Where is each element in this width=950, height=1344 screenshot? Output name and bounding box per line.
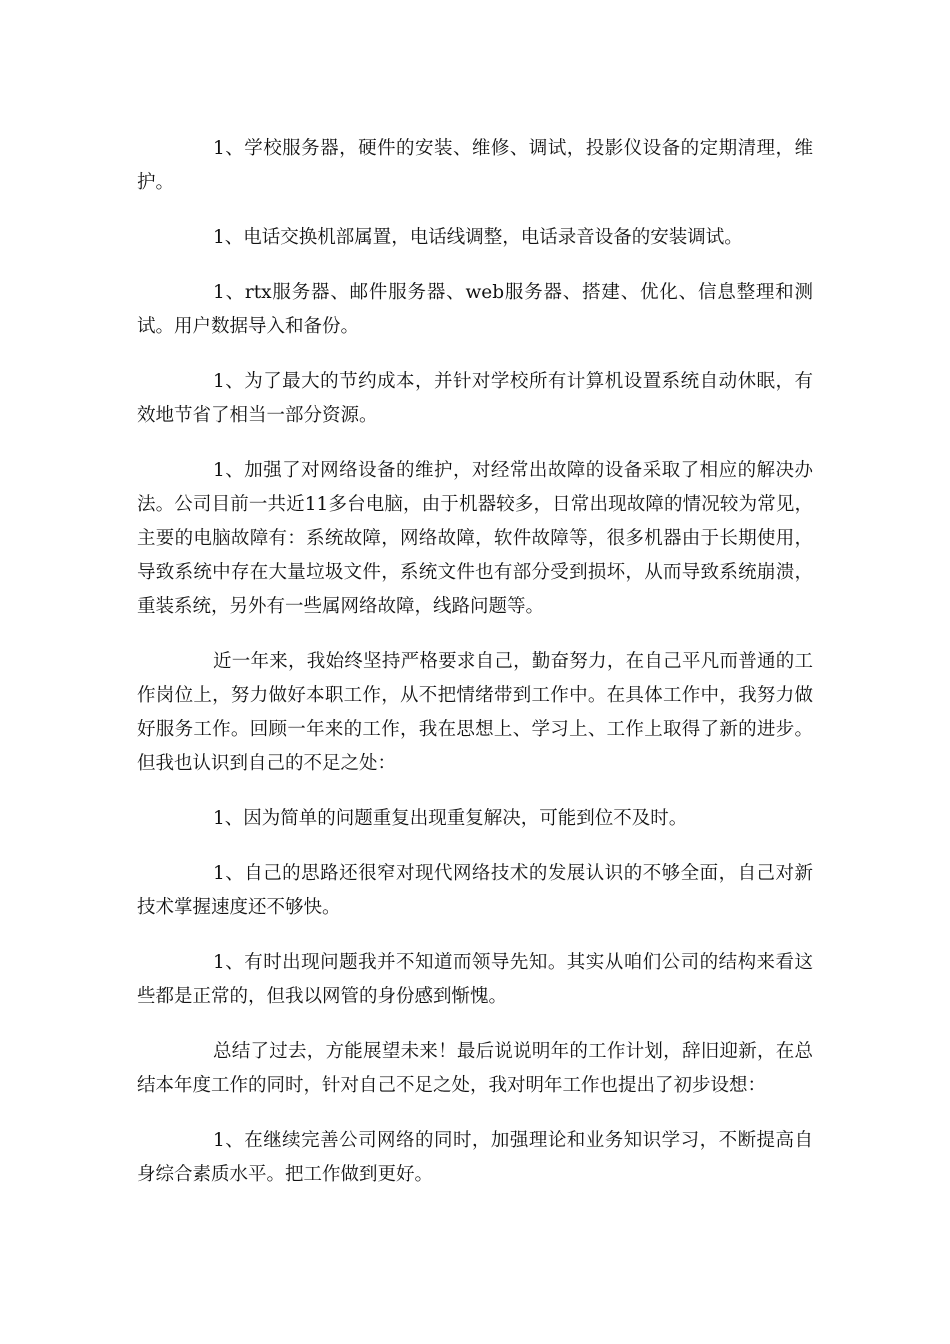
paragraph-shortcoming-repeat-issues: 1、因为简单的问题重复出现重复解决，可能到位不及时。 bbox=[213, 808, 688, 829]
paragraph-shortcoming-narrow-thinking: 1、自己的思路还很窄对现代网络技术的发展认识的不够全面，自己对新技术掌握速度还不够快。 bbox=[137, 863, 813, 918]
paragraph-server-maintenance: 1、学校服务器，硬件的安装、维修、调试，投影仪设备的定期清理，维护。 bbox=[137, 138, 813, 193]
paragraph-power-saving: 1、为了最大的节约成本，并针对学校所有计算机设置系统自动休眠，有效地节省了相当一部分资源。 bbox=[137, 371, 813, 426]
paragraph-network-maintenance: 1、加强了对网络设备的维护，对经常出故障的设备采取了相应的解决办法。公司目前一共近11多台电脑，由于机器较多，日常出现故障的情况较为常见，主要的电脑故障有：系统故障，网络故障，软件故障等，很多机器由于长期使用，导致系统中存在大量垃圾文件，系统文件也有部分受到损坏，从而导致系统崩溃，重装系统，另外有一些属网络故障，线路问题等。 bbox=[137, 460, 813, 617]
paragraph-rtx-mail-web-servers: 1、rtx服务器、邮件服务器、web服务器、搭建、优化、信息整理和测试。用户数据导入和备份。 bbox=[137, 282, 813, 337]
paragraph-year-review: 近一年来，我始终坚持严格要求自己，勤奋努力，在自己平凡而普通的工作岗位上，努力做好本职工作，从不把情绪带到工作中。在具体工作中，我努力做好服务工作。回顾一年来的工作，我在思想上、学习上、工作上取得了新的进步。但我也认识到自己的不足之处： bbox=[137, 651, 813, 774]
paragraph-phone-system: 1、电话交换机部属置，电话线调整，电话录音设备的安装调试。 bbox=[213, 227, 743, 248]
paragraph-shortcoming-awareness: 1、有时出现问题我并不知道而领导先知。其实从咱们公司的结构来看这些都是正常的，但我以网管的身份感到惭愧。 bbox=[137, 952, 813, 1007]
paragraph-summary-and-plan: 总结了过去，方能展望未来！最后说说明年的工作计划，辞旧迎新，在总结本年度工作的同时，针对自己不足之处，我对明年工作也提出了初步设想： bbox=[137, 1041, 813, 1096]
document-body bbox=[137, 132, 813, 1213]
paragraph-plan-item: 1、在继续完善公司网络的同时，加强理论和业务知识学习，不断提高自身综合素质水平。把工作做到更好。 bbox=[137, 1130, 813, 1185]
